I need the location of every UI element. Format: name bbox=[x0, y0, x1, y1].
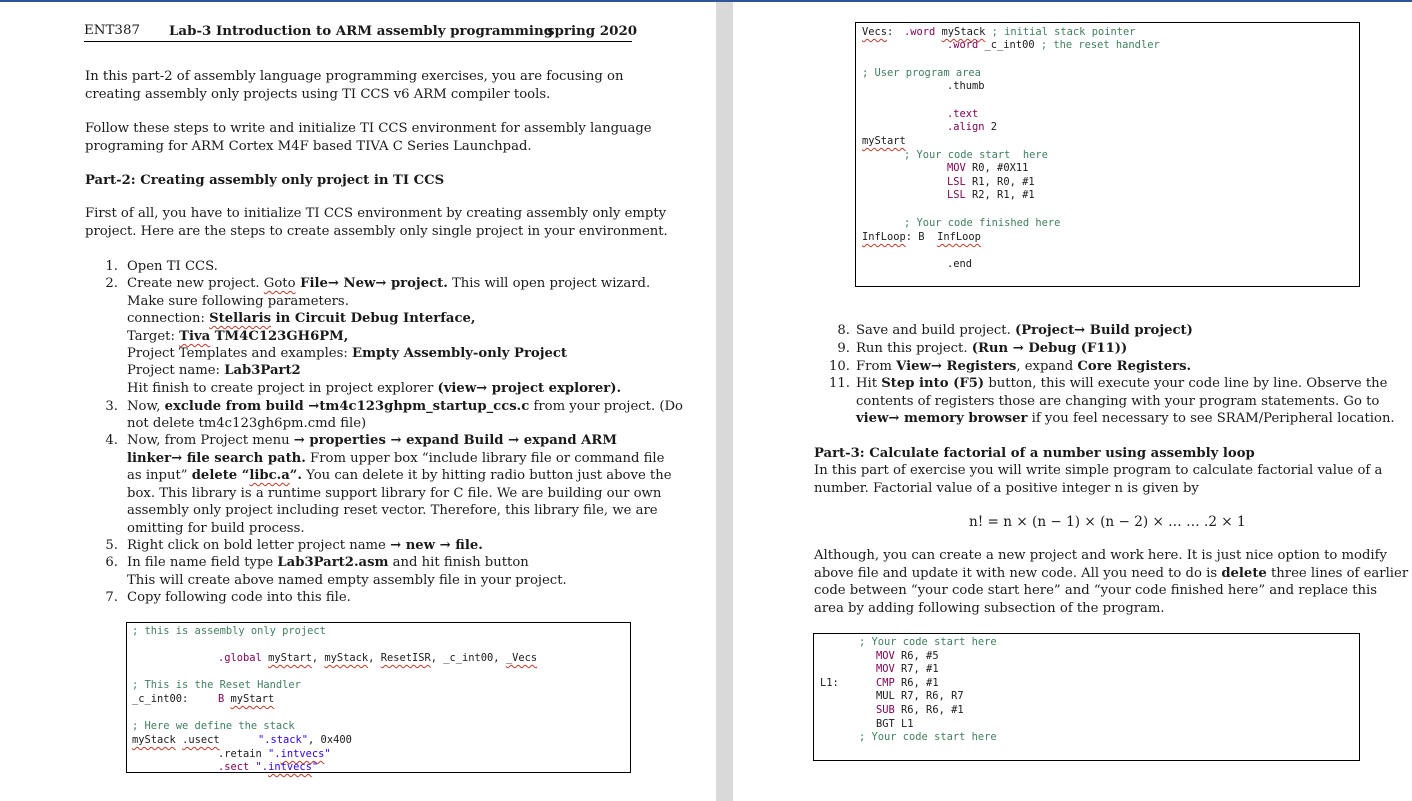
list-number: 11. bbox=[829, 376, 850, 391]
intro-line-1: In this part-2 of assembly language programming exercises, you are focusing on bbox=[85, 69, 624, 84]
list-number: 1. bbox=[105, 259, 118, 274]
first-line-1: First of all, you have to initialize TI CCS environment by creating assembly only empty bbox=[85, 206, 667, 221]
part2-heading: Part-2: Creating assembly only project in TI CCS bbox=[85, 173, 445, 188]
step-7: Copy following code into this file. bbox=[127, 590, 351, 605]
code-line-vecs-word: .word myStack ; initial stack pointer bbox=[904, 26, 1136, 38]
step-6-line-2: This will create above named empty assembly file in your project. bbox=[127, 573, 567, 588]
code-line-lsl2: LSL R2, R1, #1 bbox=[947, 189, 1035, 201]
course-code: ENT387 bbox=[84, 23, 140, 38]
code-label-mystart: myStart bbox=[862, 135, 906, 147]
code-comment: ; this is assembly only project bbox=[132, 625, 326, 637]
code-line-mov-r6: MOV R6, #5 bbox=[876, 650, 939, 662]
list-number: 8. bbox=[837, 323, 850, 338]
step-1: Open TI CCS. bbox=[127, 259, 218, 274]
step-2-line-6: Project name: Lab3Part2 bbox=[127, 363, 301, 378]
code-line-cmp: CMP R6, #1 bbox=[876, 677, 939, 689]
although-line-2: above file and update it with new code. All you need to do is delete three lines of earlier bbox=[814, 566, 1409, 581]
part3-heading: Part-3: Calculate factorial of a number using assembly loop bbox=[814, 446, 1255, 461]
code-line-mul: MUL R7, R6, R7 bbox=[876, 690, 964, 702]
code-line-reset: _c_int00: bbox=[132, 693, 189, 705]
code-line-global: .global myStart, myStack, ResetISR, _c_int00, _Vecs bbox=[218, 652, 538, 664]
code-line-branch: B myStart bbox=[218, 693, 275, 705]
list-number: 9. bbox=[837, 341, 850, 356]
code-comment: ; Your code start here bbox=[859, 731, 997, 743]
code-line-stack-args: ".stack", 0x400 bbox=[258, 734, 352, 746]
step-2-line-3: connection: Stellaris in Circuit Debug Interface, bbox=[127, 311, 476, 326]
code-line-infloop: InfLoop: B InfLoop bbox=[862, 231, 981, 243]
step-3-line-1: Now, exclude from build →tm4c123ghpm_startup_ccs.c from your project. (Do bbox=[127, 399, 683, 414]
term: spring 2020 bbox=[547, 23, 638, 39]
code-line-retain: .retain ".intvecs" bbox=[218, 748, 331, 760]
step-2-line-7: Hit finish to create project in project explorer (view→ project explorer). bbox=[127, 381, 622, 396]
list-number: 2. bbox=[105, 276, 118, 291]
list-number: 3. bbox=[105, 399, 118, 414]
step-4-line-3: as input” delete “libc.a”. You can delete it by hitting radio button just above the bbox=[127, 468, 672, 483]
document-page-right bbox=[733, 2, 1412, 801]
step-2-line-4: Target: Tiva TM4C123GH6PM, bbox=[127, 329, 349, 344]
code-line-word2: .word _c_int00 ; the reset handler bbox=[947, 39, 1160, 51]
intro-line-2: creating assembly only projects using TI CCS v6 ARM compiler tools. bbox=[85, 87, 551, 102]
although-line-3: code between “your code start here” and “your code finished here” and replace this bbox=[814, 583, 1378, 598]
code-line-mov-r7: MOV R7, #1 bbox=[876, 663, 939, 675]
part3-line-1: In this part of exercise you will write simple program to calculate factorial value of a bbox=[814, 463, 1383, 478]
step-4-line-5: assembly only project including reset vector. Therefore, this library file, we are bbox=[127, 503, 658, 518]
step-11-line-1: Hit Step into (F5) button, this will execute your code line by line. Observe the bbox=[856, 376, 1388, 391]
list-number: 7. bbox=[105, 590, 118, 605]
code-line-mov: MOV R0, #0X11 bbox=[947, 162, 1029, 174]
code-line-thumb: .thumb bbox=[947, 80, 985, 92]
document-page-left bbox=[0, 2, 716, 801]
code-line-text: .text bbox=[947, 108, 979, 120]
step-6-line-1: In file name field type Lab3Part2.asm and hit finish button bbox=[127, 555, 529, 570]
step-2-line-1: Create new project. Goto File→ New→ project. This will open project wizard. bbox=[127, 276, 651, 291]
code-comment: ; User program area bbox=[862, 67, 981, 79]
list-number: 10. bbox=[829, 359, 850, 374]
factorial-formula: n! = n × (n − 1) × (n − 2) × … … .2 × 1 bbox=[969, 514, 1246, 530]
list-number: 5. bbox=[105, 538, 118, 553]
code-block-vectors bbox=[855, 22, 1360, 287]
code-line-sub: SUB R6, R6, #1 bbox=[876, 704, 964, 716]
list-number: 4. bbox=[105, 433, 118, 448]
step-4-line-6: omitting for build process. bbox=[127, 521, 305, 536]
lab-title: Lab-3 Introduction to ARM assembly programming bbox=[169, 23, 554, 39]
step-8: Save and build project. (Project→ Build project) bbox=[856, 323, 1193, 338]
code-line-bgt: BGT L1 bbox=[876, 718, 914, 730]
code-comment: ; This is the Reset Handler bbox=[132, 679, 301, 691]
although-line-4: area by adding following subsection of the program. bbox=[814, 601, 1165, 616]
code-comment: ; Your code start here bbox=[904, 149, 1048, 161]
step-3-line-2: not delete tm4c123gh6pm.cmd file) bbox=[127, 416, 367, 431]
step-11-line-2: contents of registers those are changing with your program statements. Go to bbox=[856, 394, 1380, 409]
follow-line-2: programing for ARM Cortex M4F based TIVA C Series Launchpad. bbox=[85, 139, 532, 154]
step-4-line-1: Now, from Project menu → properties → expand Build → expand ARM bbox=[127, 433, 617, 448]
code-block-factorial bbox=[813, 633, 1360, 761]
header-rule bbox=[84, 41, 632, 42]
step-10: From View→ Registers, expand Core Registers. bbox=[856, 359, 1192, 374]
although-line-1: Although, you can create a new project and work here. It is just nice option to modify bbox=[814, 548, 1387, 563]
code-comment: ; Your code finished here bbox=[904, 217, 1061, 229]
code-line-stack: myStack .usect bbox=[132, 734, 220, 746]
step-11-line-3: view→ memory browser if you feel necessary to see SRAM/Peripheral location. bbox=[856, 411, 1395, 426]
step-5: Right click on bold letter project name → new → file. bbox=[127, 538, 483, 553]
code-line-lsl1: LSL R1, R0, #1 bbox=[947, 176, 1035, 188]
code-comment: ; Here we define the stack bbox=[132, 720, 295, 732]
code-line-vecs: Vecs: bbox=[862, 26, 894, 38]
first-line-2: project. Here are the steps to create assembly only single project in your environment. bbox=[85, 224, 668, 239]
code-label-l1: L1: bbox=[820, 677, 839, 689]
list-number: 6. bbox=[105, 555, 118, 570]
follow-line-1: Follow these steps to write and initialize TI CCS environment for assembly language bbox=[85, 121, 652, 136]
code-line-align: .align 2 bbox=[947, 121, 998, 133]
code-line-sect: .sect ".intvecs" bbox=[218, 761, 319, 773]
step-2-line-5: Project Templates and examples: Empty Assembly-only Project bbox=[127, 346, 567, 361]
step-9: Run this project. (Run → Debug (F11)) bbox=[856, 341, 1128, 356]
step-2-line-2: Make sure following parameters. bbox=[127, 294, 349, 309]
step-4-line-4: box. This library is a runtime support library for C file. We are building our own bbox=[127, 486, 662, 501]
code-block-startup bbox=[126, 622, 631, 773]
code-line-end: .end bbox=[947, 258, 973, 270]
code-comment: ; Your code start here bbox=[859, 636, 997, 648]
part3-line-2: number. Factorial value of a positive integer n is given by bbox=[814, 481, 1199, 496]
step-4-line-2: linker→ file search path. From upper box “include library file or command file bbox=[127, 451, 665, 466]
